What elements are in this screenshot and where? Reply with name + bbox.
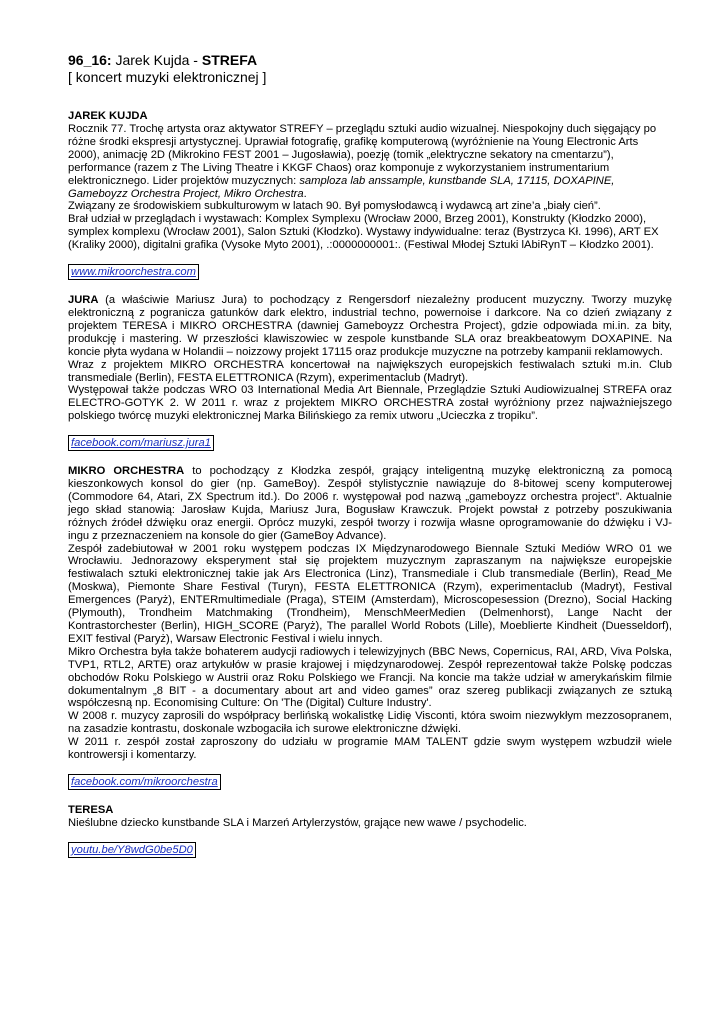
event-code: 96_16: bbox=[68, 52, 112, 68]
jarek-p1-end: . bbox=[303, 187, 307, 200]
jarek-p1-text: Rocznik 77. Trochę artysta oraz aktywator STREFY – przeglądu sztuki audio wizualnej. Niespokojny duch sięgający po różne środki ekspresji artystycznej. Uprawiał fotografię, grafikę komputerową (wyróżnienie na Young Electronic Arts 2000), animację 2D (Mikrokino FEST 2001 – Jugosławia), poezję (tomik „elektryczne sekatory na cmentarzu”), performance (razem z The Living Theatre i KKGF Chaos) oraz komponuje z wykorzystaniem instrumentarium elektronicznego. Lider projektów muzycznych: bbox=[68, 123, 657, 187]
jarek-projects-italic: samploza lab anssample, kunstbande SLA, 17115, DOXAPINE, Gameboyzz Orchestra Project, Mikro Orchestra bbox=[68, 174, 615, 200]
mikroorchestra-link[interactable]: www.mikroorchestra.com bbox=[68, 264, 199, 280]
jura-name: JURA bbox=[68, 294, 99, 307]
event-author: Jarek Kujda - bbox=[111, 52, 202, 68]
section-heading-teresa: TERESA bbox=[68, 803, 114, 816]
mikro-paragraph-3: Mikro Orchestra była także bohaterem audycji radiowych i telewizyjnych (BBC News, Copernicus, RAI, ARD, Viva Polska, TVP1, RTL2, ARTE) oraz artykułów w prasie krajowej i międzynarodowej. Zespół reprezentował także Polskę podczas obchodów Roku Polskiego w Austrii oraz Roku Polskiego we Francji. Na koncie ma także udział w amerykańskim filmie dokumentalnym „8 BIT - a documentary about art and video games” oraz szereg publikacji związanych ze sztuką współczesną np. Economising Culture: On 'The (Digital) Culture Industry'. bbox=[68, 645, 672, 710]
mikro-paragraph-2: Zespół zadebiutował w 2001 roku występem podczas IX Międzynarodowego Biennale Sztuki Mediów WRO 01 we Wrocławiu. Jednorazowy eksperyment stał się projektem muzycznym zapraszanym na największe europejskie festiwalach sztuki elektronicznej takie jak Ars Electronica (Linz), Transmediale i Club transmediale (Berlin), Read_Me (Moskwa), Piemonte Share Festival (Turyn), FESTA ELETTRONICA (Rzym), experimentaclub (Madryt), Festival Emergences (Paryż), ENTERmultimediale (Praga), STEIM (Amsterdam), Microscopesession (Drezno), Social Hacking (Plymouth), Trondheim Matchmaking (Trondheim), MenschMeerMedien (Delmenhorst), Lange Nacht der Kontrastorchester (Berlin), HIGH_SCORE (Paryż), The parallel World Robots (Lille), Moeblierte Kindheit (Duesseldorf), EXIT festival (Paryż), Warsaw Electronic Festival i wielu innych. bbox=[68, 542, 672, 645]
mikroorchestra-facebook-link[interactable]: facebook.com/mikroorchestra bbox=[68, 774, 221, 790]
jarek-paragraph-1 bbox=[68, 123, 672, 200]
jura-paragraph-2: Wraz z projektem MIKRO ORCHESTRA koncertował na największych europejskich festiwalach sztuki m.in. Club transmediale (Berlin), FESTA ELETTRONICA (Rzym), experimentaclub (Madryt). bbox=[68, 358, 672, 384]
mikro-p1-text: to pochodzący z Kłodzka zespół, grający inteligentną muzykę elektroniczną za pomocą kieszonkowych konsol do gier (np. GameBoy). Zespół stylistycznie nawiązuje do 8-bitowej sceny komputerowej (Commodore 64, Atari, ZX Spectrum itd.). Do 2006 r. występował pod nazwą „gameboyzz orchestra project”. Aktualnie jego skład stanowią: Jarosław Kujda, Mariusz Jura, Bogusław Krawczuk. Projekt powstał z potrzeby poszukiwania różnych źródeł dźwięku oraz energii. Oprócz muzyki, zespół tworzy i rozwija własne oprogramowanie do dźwięku i VJ-ingu z przeznaczeniem na konsole do gier (GameBoy Advance). bbox=[68, 465, 672, 542]
teresa-youtube-link[interactable]: youtu.be/Y8wdG0be5D0 bbox=[68, 842, 196, 858]
document-page bbox=[68, 52, 672, 858]
event-name: STREFA bbox=[201, 52, 258, 68]
section-heading-jarek: JAREK KUJDA bbox=[68, 110, 148, 122]
jura-paragraph-1 bbox=[68, 294, 672, 359]
mikro-paragraph-1 bbox=[68, 465, 672, 542]
mikro-name: MIKRO ORCHESTRA bbox=[68, 465, 185, 478]
mikro-paragraph-4: W 2008 r. muzycy zaprosili do współpracy berlińską wokalistkę Lidię Visconti, która swoim niezwykłym mezzosopranem, na zasadzie kontrastu, doskonale wzbogaciła ich surowe elektroniczne dźwięki. bbox=[68, 710, 672, 736]
teresa-paragraph: Nieślubne dziecko kunstbande SLA i Marzeń Artylerzystów, grające new wawe / psychodelic. bbox=[68, 816, 527, 829]
jarek-paragraph-2: Związany ze środowiskiem subkulturowym w latach 90. Był pomysłodawcą i wydawcą art zine’a „biały cień”. bbox=[68, 200, 601, 213]
mikro-paragraph-5: W 2011 r. zespół został zaproszony do udziału w programie MAM TALENT gdzie swym występem wzbudził wiele kontrowersji i komentarzy. bbox=[68, 736, 672, 762]
event-title-line bbox=[68, 52, 672, 69]
jura-facebook-link[interactable]: facebook.com/mariusz.jura1 bbox=[68, 435, 214, 451]
jura-paragraph-3: Występował także podczas WRO 03 International Media Art Biennale, Przeglądzie Sztuki Audiowizualnej STREFA oraz ELECTRO-GOTYK 2. W 2011 r. wraz z projektem MIKRO ORCHESTRA został wyróżniony przez najważniejszego polskiego twórcę muzyki elektronicznej Marka Bilińskiego za remix utworu „Ucieczka z tropiku”. bbox=[68, 384, 672, 423]
jura-p1-text: (a właściwie Mariusz Jura) to pochodzący z Rengersdorf niezależny producent muzyczny. Tworzy muzykę elektroniczną z pogranicza gatunków dark elektro, industrial techno, powernoise i darkcore. Na co dzień związany z projektem TERESA i MIKRO ORCHESTRA (dawniej Gameboyzz Orchestra Project), gdzie odpowiada mi.in. za bity, produkcję i mastering. W przeszłości klawiszowiec w zespole kunstbande SLA oraz breakbeatowym DOXAPINE. Na koncie płyta wydana w Holandii – noizzowy projekt 17115 oraz produkcje muzyczne na potrzeby kampanii reklamowych. bbox=[68, 294, 672, 358]
event-subtitle: [ koncert muzyki elektronicznej ] bbox=[68, 69, 267, 85]
jarek-paragraph-3: Brał udział w przeglądach i wystawach: Komplex Symplexu (Wrocław 2000, Brzeg 2001), Konstrukty (Kłodzko 2000), symplex komplexu (Wrocław 2001), Salon Sztuki (Kłodzko). Wystawy indywidualne: teraz (Bystrzyca Kł. 1996), ART EX (Kraliky 2000), digitalni grafika (Vysoke Myto 2001), .:0000000001:. (Festiwal Młodej Sztuki lAbiRynT – Kłodzko 2001). bbox=[68, 213, 659, 252]
